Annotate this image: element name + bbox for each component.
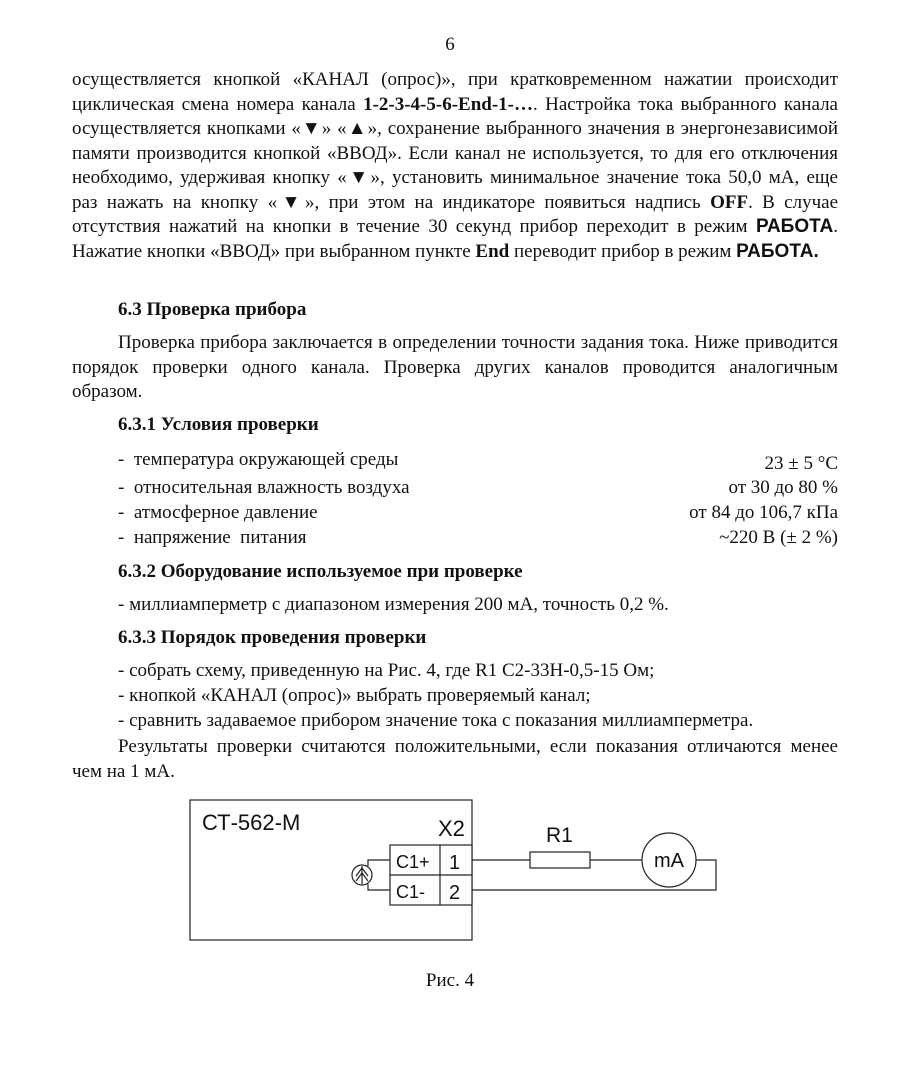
- current-source-icon: [352, 860, 390, 890]
- figure-caption: Рис. 4: [425, 970, 475, 991]
- ammeter-label: mA: [654, 850, 684, 872]
- condition-row: [118, 527, 838, 551]
- condition-row: [118, 477, 838, 501]
- pin1-label: С1+: [396, 852, 430, 872]
- section-6-3-1-title: 6.3.1 Условия проверки: [118, 414, 319, 435]
- section-6-3-2-title: 6.3.2 Оборудование используемое при проверке: [118, 561, 523, 582]
- procedure-step: - кнопкой «КАНАЛ (опрос)» выбрать проверяемый канал;: [118, 685, 591, 706]
- pin2-label: С1-: [396, 882, 426, 902]
- pin1-number: 1: [449, 852, 461, 874]
- device-label: СТ-562-М: [202, 810, 301, 835]
- condition-label: - относительная влажность воздуха: [118, 477, 410, 498]
- condition-row: [118, 502, 838, 526]
- condition-value: 23 ± 5 °С: [764, 453, 838, 474]
- section-6-3-title: 6.3 Проверка прибора: [118, 299, 307, 320]
- resistor-symbol: [530, 852, 590, 868]
- procedure-result: Результаты проверки считаются положительными, если показания отличаются менее чем на 1 мА.: [72, 736, 838, 782]
- intro-paragraph: осуществляется кнопкой «КАНАЛ (опрос)», при кратковременном нажатии происходит циклическая смена номера канала 1-2-3-4-5-6-End-1-…. Настройка тока выбранного канала осуществляется кнопками «▼» «▲», сохранение выбранного значения в энергонезависимой памяти производится кнопкой «ВВОД». Если канал не используется, то для его отключения необходимо, удерживая кнопку «▼», установить минимальное значение тока 50,0 мА, еще раз нажать на кнопку «▼», при этом на индикаторе появиться надпись OFF. В случае отсутствия нажатий на кнопки в течение 30 секунд прибор переходит в режим РАБОТА. Нажатие кнопки «ВВОД» при выбранном пункте End переводит прибор в режим РАБОТА.: [72, 69, 839, 262]
- equipment-item: - миллиамперметр с диапазоном измерения 200 мА, точность 0,2 %.: [118, 594, 669, 615]
- procedure-step: - сравнить задаваемое прибором значение тока с показания миллиамперметра.: [118, 710, 754, 731]
- pin2-number: 2: [449, 882, 461, 904]
- condition-label: - температура окружающей среды: [118, 449, 399, 470]
- resistor-label: R1: [546, 824, 573, 847]
- condition-label: - атмосферное давление: [118, 502, 318, 523]
- section-6-3-3-title: 6.3.3 Порядок проведения проверки: [118, 627, 427, 648]
- condition-value: ~220 В (± 2 %): [719, 527, 838, 548]
- condition-value: от 30 до 80 %: [728, 477, 838, 498]
- condition-label: - напряжение питания: [118, 527, 307, 548]
- section-6-3-text: Проверка прибора заключается в определении точности задания тока. Ниже приводится порядок проверки одного канала. Проверка других каналов проводится аналогичным образом.: [72, 332, 838, 402]
- page-number: 6: [445, 34, 455, 55]
- condition-row: [118, 449, 838, 473]
- procedure-step: - собрать схему, приведенную на Рис. 4, где R1 С2-33Н-0,5-15 Ом;: [118, 660, 655, 681]
- connector-label: Х2: [438, 816, 465, 841]
- condition-value: от 84 до 106,7 кПа: [689, 502, 838, 523]
- circuit-diagram: [0, 790, 900, 950]
